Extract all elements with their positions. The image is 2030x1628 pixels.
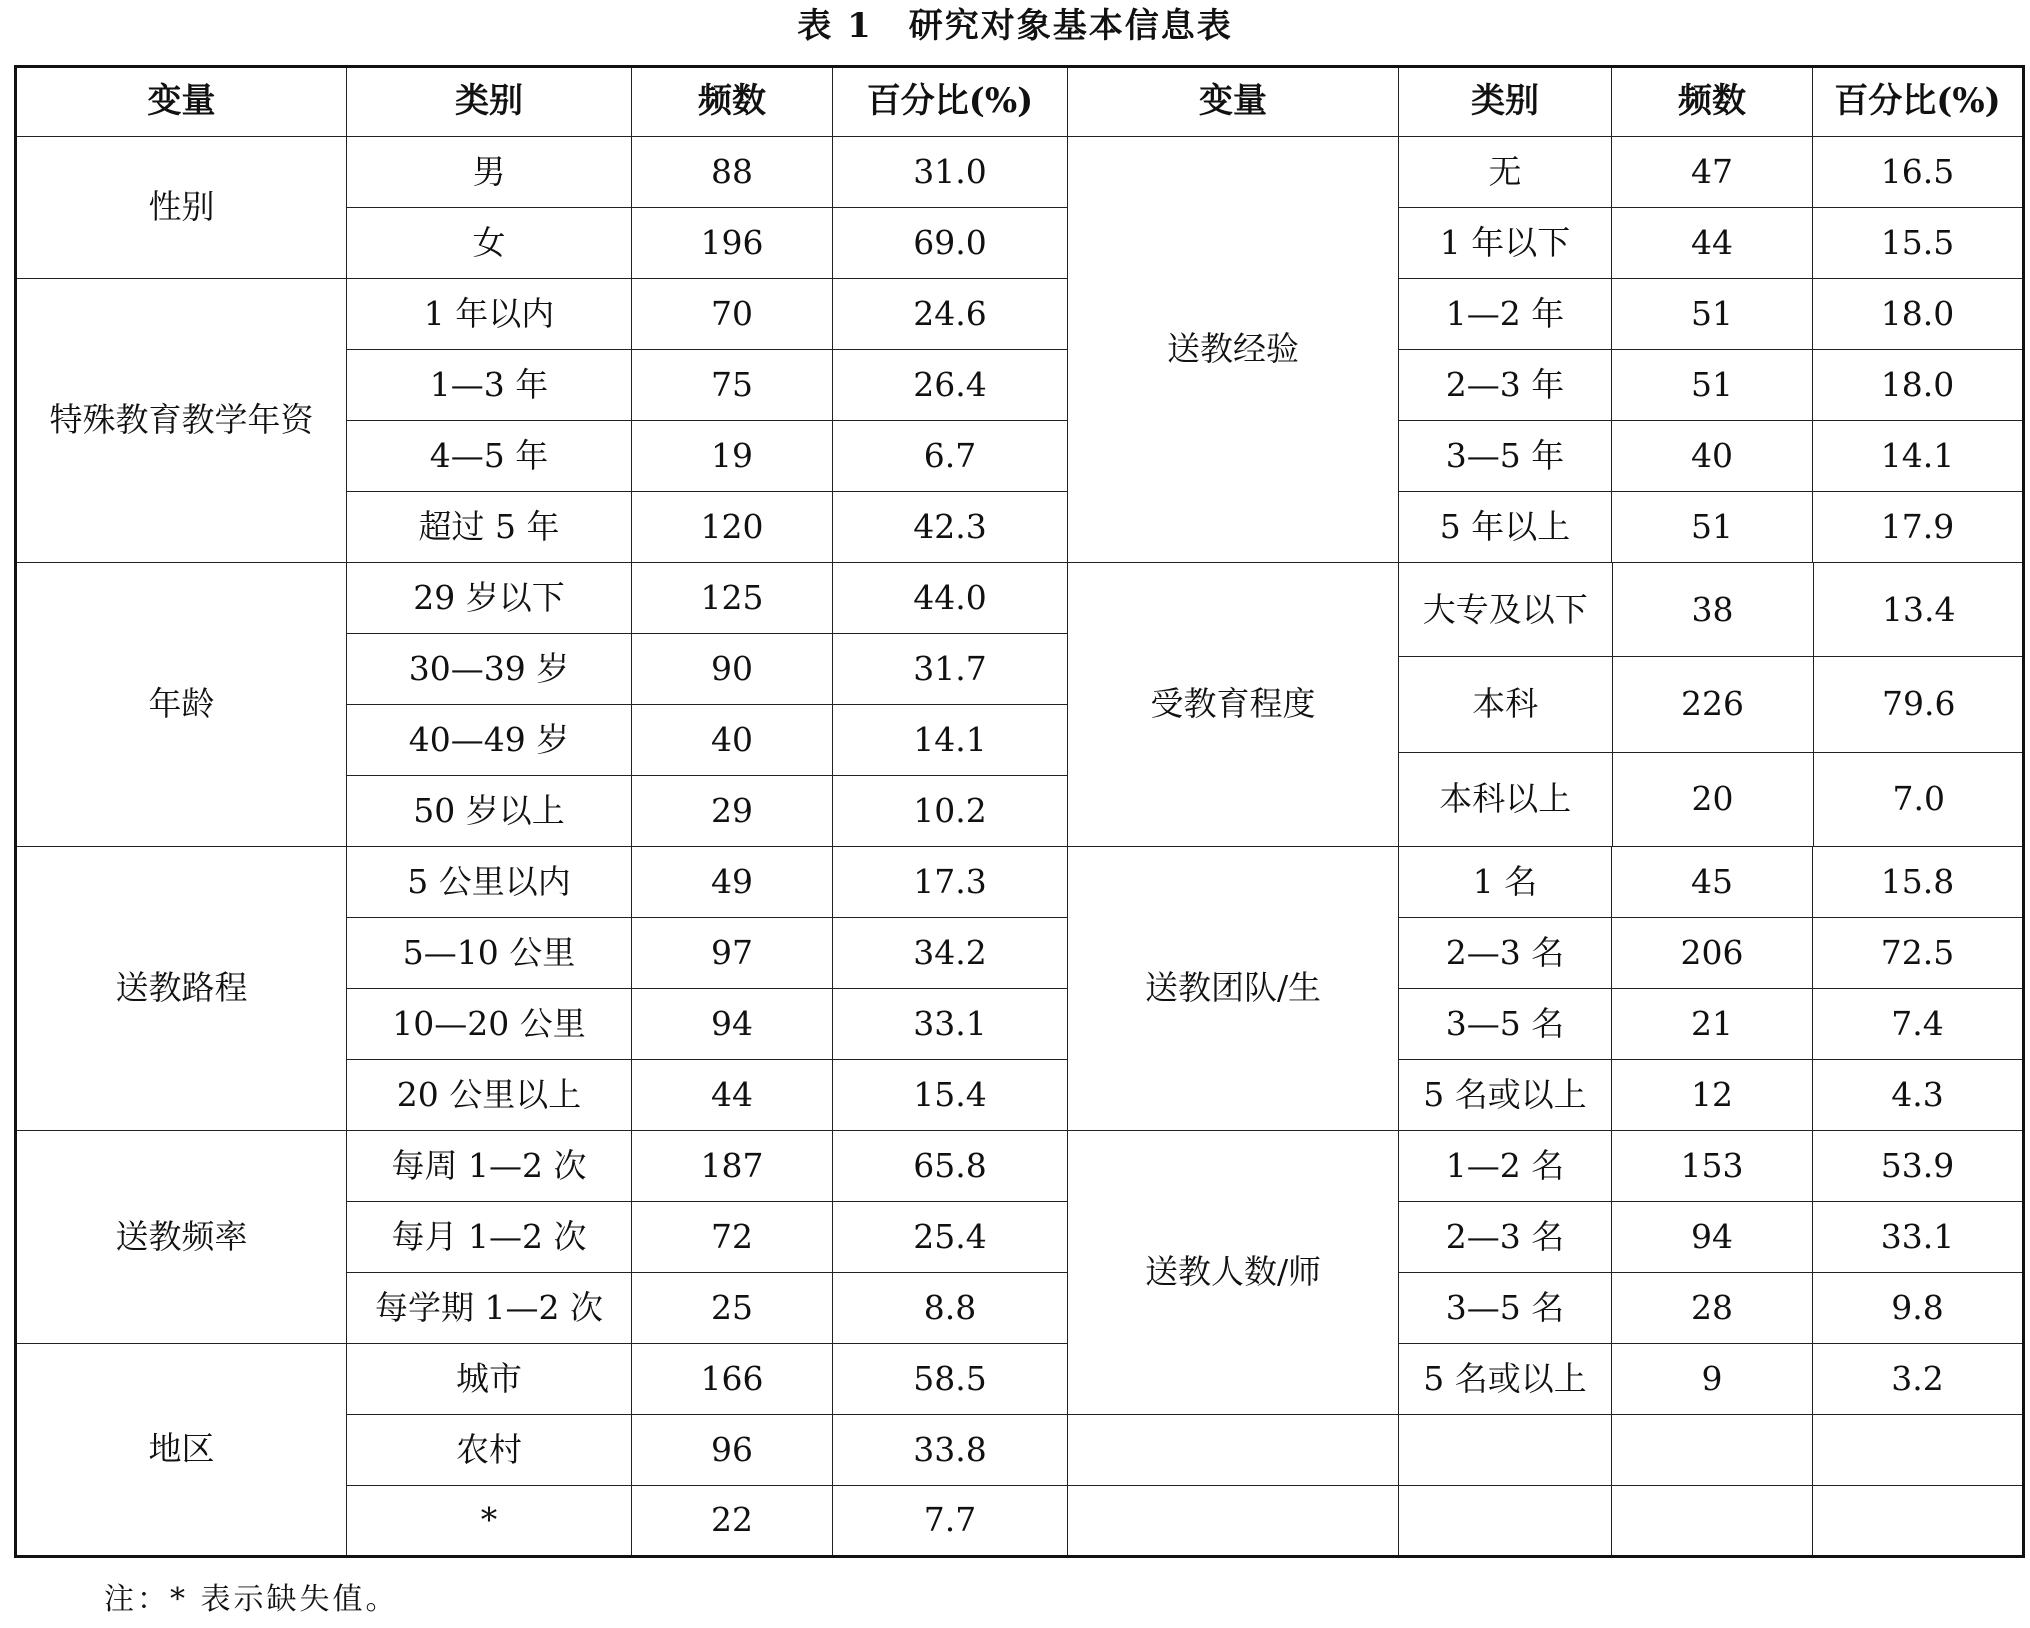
category-cell: 10—20 公里 xyxy=(347,989,632,1060)
header-category: 类别 xyxy=(347,67,632,137)
category-cell-right: 2—3 年 xyxy=(1399,350,1612,421)
frequency-cell: 97 xyxy=(632,918,833,989)
percent-cell: 58.5 xyxy=(833,1344,1068,1415)
table-note: 注：* 表示缺失值。 xyxy=(104,1582,399,1617)
empty-cell xyxy=(1399,1486,1612,1557)
category-cell: 农村 xyxy=(347,1415,632,1486)
category-cell: 40—49 岁 xyxy=(347,705,632,776)
frequency-cell-right: 44 xyxy=(1612,208,1813,279)
frequency-cell: 49 xyxy=(632,847,833,918)
percent-cell: 7.7 xyxy=(833,1486,1068,1557)
header-frequency-right: 频数 xyxy=(1612,67,1813,137)
percent-cell: 24.6 xyxy=(833,279,1068,350)
frequency-cell: 72 xyxy=(632,1202,833,1273)
variable-cell-right: 受教育程度 xyxy=(1068,563,1399,847)
header-frequency: 频数 xyxy=(632,67,833,137)
header-variable-right: 变量 xyxy=(1068,67,1399,137)
percent-cell: 31.7 xyxy=(833,634,1068,705)
percent-cell: 15.4 xyxy=(833,1060,1068,1131)
percent-cell-right: 9.8 xyxy=(1813,1273,2024,1344)
variable-cell: 性别 xyxy=(16,137,347,279)
percent-cell: 31.0 xyxy=(833,137,1068,208)
table-row xyxy=(16,1131,2024,1202)
category-cell: 30—39 岁 xyxy=(347,634,632,705)
frequency-cell-right: 12 xyxy=(1612,1060,1813,1131)
frequency-cell: 19 xyxy=(632,421,833,492)
category-cell-right: 1 年以下 xyxy=(1399,208,1612,279)
percent-cell-right: 7.4 xyxy=(1813,989,2024,1060)
category-cell-right: 5 名或以上 xyxy=(1399,1060,1612,1131)
percent-cell: 25.4 xyxy=(833,1202,1068,1273)
category-cell: 1—3 年 xyxy=(347,350,632,421)
variable-cell: 地区 xyxy=(16,1344,347,1557)
percent-cell-right: 7.0 xyxy=(1813,752,2024,846)
category-cell-right: 大专及以下 xyxy=(1399,563,1612,657)
frequency-cell: 88 xyxy=(632,137,833,208)
frequency-cell: 187 xyxy=(632,1131,833,1202)
header-category-right: 类别 xyxy=(1399,67,1612,137)
frequency-cell-right: 206 xyxy=(1612,918,1813,989)
empty-cell xyxy=(1612,1486,1813,1557)
header-variable: 变量 xyxy=(16,67,347,137)
category-cell: 20 公里以上 xyxy=(347,1060,632,1131)
category-cell: 5 公里以内 xyxy=(347,847,632,918)
table-row xyxy=(1399,563,2024,657)
empty-cell xyxy=(1068,1486,1399,1557)
percent-cell-right: 53.9 xyxy=(1813,1131,2024,1202)
empty-cell xyxy=(1813,1415,2024,1486)
frequency-cell-right: 9 xyxy=(1612,1344,1813,1415)
frequency-cell: 94 xyxy=(632,989,833,1060)
frequency-cell: 120 xyxy=(632,492,833,563)
percent-cell: 34.2 xyxy=(833,918,1068,989)
table-row xyxy=(1399,657,2024,752)
category-cell-right: 3—5 名 xyxy=(1399,1273,1612,1344)
header-row xyxy=(16,67,2024,137)
frequency-cell: 166 xyxy=(632,1344,833,1415)
frequency-cell: 125 xyxy=(632,563,833,634)
frequency-cell: 22 xyxy=(632,1486,833,1557)
empty-cell xyxy=(1612,1415,1813,1486)
category-cell: 每周 1—2 次 xyxy=(347,1131,632,1202)
percent-cell-right: 4.3 xyxy=(1813,1060,2024,1131)
percent-cell: 44.0 xyxy=(833,563,1068,634)
category-cell: 4—5 年 xyxy=(347,421,632,492)
variable-cell-right: 送教团队/生 xyxy=(1068,847,1399,1131)
category-cell: 每月 1—2 次 xyxy=(347,1202,632,1273)
percent-cell: 26.4 xyxy=(833,350,1068,421)
table-row xyxy=(16,279,2024,350)
percent-cell: 8.8 xyxy=(833,1273,1068,1344)
frequency-cell-right: 226 xyxy=(1612,657,1813,752)
category-cell: 1 年以内 xyxy=(347,279,632,350)
category-cell: 城市 xyxy=(347,1344,632,1415)
category-cell-right: 本科 xyxy=(1399,657,1612,752)
percent-cell-right: 79.6 xyxy=(1813,657,2024,752)
percent-cell-right: 3.2 xyxy=(1813,1344,2024,1415)
category-cell: 50 岁以上 xyxy=(347,776,632,847)
education-subtable xyxy=(1399,563,2024,846)
category-cell-right: 3—5 名 xyxy=(1399,989,1612,1060)
percent-cell-right: 72.5 xyxy=(1813,918,2024,989)
percent-cell: 17.3 xyxy=(833,847,1068,918)
percent-cell-right: 17.9 xyxy=(1813,492,2024,563)
category-cell-right: 无 xyxy=(1399,137,1612,208)
percent-cell: 65.8 xyxy=(833,1131,1068,1202)
frequency-cell: 40 xyxy=(632,705,833,776)
category-cell-right: 2—3 名 xyxy=(1399,918,1612,989)
variable-cell-right: 送教经验 xyxy=(1068,137,1399,563)
category-cell-right: 1—2 名 xyxy=(1399,1131,1612,1202)
table-row xyxy=(16,1344,2024,1415)
category-cell: 男 xyxy=(347,137,632,208)
category-cell-right: 3—5 年 xyxy=(1399,421,1612,492)
empty-cell xyxy=(1813,1486,2024,1557)
percent-cell-right: 15.8 xyxy=(1813,847,2024,918)
frequency-cell-right: 40 xyxy=(1612,421,1813,492)
category-cell: * xyxy=(347,1486,632,1557)
category-cell: 女 xyxy=(347,208,632,279)
percent-cell: 10.2 xyxy=(833,776,1068,847)
header-percent-right: 百分比(%) xyxy=(1813,67,2024,137)
frequency-cell: 29 xyxy=(632,776,833,847)
frequency-cell-right: 51 xyxy=(1612,350,1813,421)
category-cell-right: 2—3 名 xyxy=(1399,1202,1612,1273)
table-row xyxy=(16,137,2024,208)
table-container xyxy=(14,65,2022,1555)
percent-cell: 14.1 xyxy=(833,705,1068,776)
percent-cell: 33.1 xyxy=(833,989,1068,1060)
percent-cell-right: 13.4 xyxy=(1813,563,2024,657)
empty-cell xyxy=(1399,1415,1612,1486)
category-cell-right: 5 名或以上 xyxy=(1399,1344,1612,1415)
category-cell: 每学期 1—2 次 xyxy=(347,1273,632,1344)
percent-cell-right: 14.1 xyxy=(1813,421,2024,492)
table-row xyxy=(1399,752,2024,846)
table-title: 表 1 研究对象基本信息表 xyxy=(797,6,1233,46)
header-percent: 百分比(%) xyxy=(833,67,1068,137)
variable-cell: 年龄 xyxy=(16,563,347,847)
percent-cell: 6.7 xyxy=(833,421,1068,492)
category-cell-right: 本科以上 xyxy=(1399,752,1612,846)
education-subtable-cell xyxy=(1399,563,2024,847)
table-row xyxy=(16,563,2024,634)
variable-cell: 送教频率 xyxy=(16,1131,347,1344)
frequency-cell-right: 21 xyxy=(1612,989,1813,1060)
category-cell: 29 岁以下 xyxy=(347,563,632,634)
info-table xyxy=(14,65,2025,1558)
percent-cell-right: 18.0 xyxy=(1813,350,2024,421)
variable-cell: 特殊教育教学年资 xyxy=(16,279,347,563)
frequency-cell-right: 38 xyxy=(1612,563,1813,657)
variable-cell-right: 送教人数/师 xyxy=(1068,1131,1399,1415)
category-cell-right: 1 名 xyxy=(1399,847,1612,918)
frequency-cell-right: 51 xyxy=(1612,279,1813,350)
category-cell-right: 5 年以上 xyxy=(1399,492,1612,563)
frequency-cell-right: 94 xyxy=(1612,1202,1813,1273)
empty-cell xyxy=(1068,1415,1399,1486)
frequency-cell-right: 20 xyxy=(1612,752,1813,846)
category-cell: 5—10 公里 xyxy=(347,918,632,989)
frequency-cell: 75 xyxy=(632,350,833,421)
frequency-cell: 90 xyxy=(632,634,833,705)
frequency-cell: 196 xyxy=(632,208,833,279)
frequency-cell-right: 47 xyxy=(1612,137,1813,208)
frequency-cell-right: 28 xyxy=(1612,1273,1813,1344)
percent-cell-right: 18.0 xyxy=(1813,279,2024,350)
table-row xyxy=(16,847,2024,918)
frequency-cell: 96 xyxy=(632,1415,833,1486)
percent-cell: 42.3 xyxy=(833,492,1068,563)
frequency-cell: 25 xyxy=(632,1273,833,1344)
frequency-cell: 44 xyxy=(632,1060,833,1131)
percent-cell-right: 15.5 xyxy=(1813,208,2024,279)
frequency-cell-right: 51 xyxy=(1612,492,1813,563)
category-cell-right: 1—2 年 xyxy=(1399,279,1612,350)
percent-cell: 33.8 xyxy=(833,1415,1068,1486)
category-cell: 超过 5 年 xyxy=(347,492,632,563)
percent-cell: 69.0 xyxy=(833,208,1068,279)
frequency-cell-right: 153 xyxy=(1612,1131,1813,1202)
frequency-cell-right: 45 xyxy=(1612,847,1813,918)
frequency-cell: 70 xyxy=(632,279,833,350)
percent-cell-right: 33.1 xyxy=(1813,1202,2024,1273)
variable-cell: 送教路程 xyxy=(16,847,347,1131)
percent-cell-right: 16.5 xyxy=(1813,137,2024,208)
